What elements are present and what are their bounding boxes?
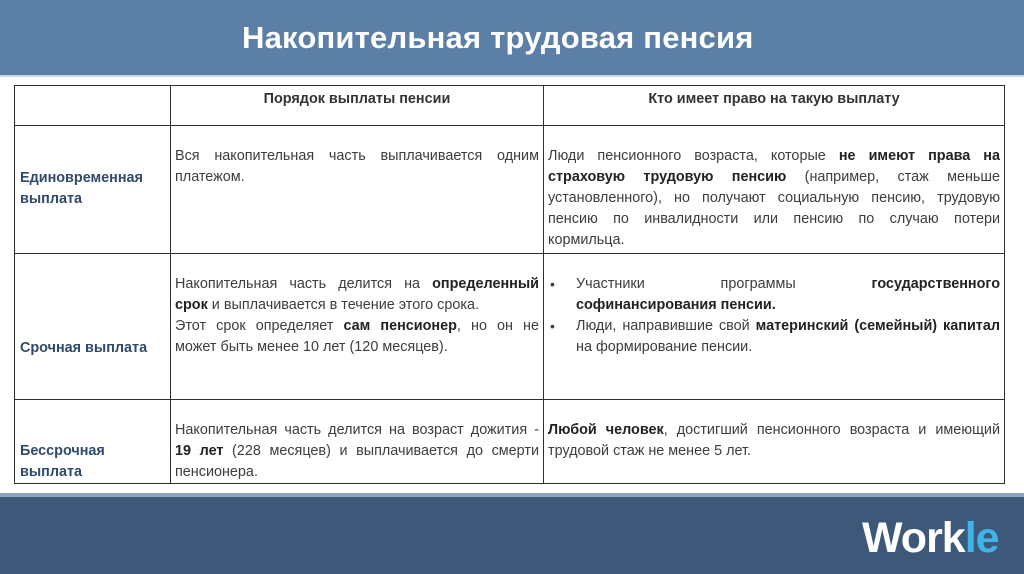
row-label-lump-sum: Единовременная выплата [15, 126, 171, 254]
cell-order-indefinite [171, 400, 544, 484]
cell-emphasis: определенный срок [175, 276, 539, 313]
row-label-indefinite: Бессрочная выплата [15, 400, 171, 484]
list-item [548, 274, 1000, 316]
table-row [15, 254, 1005, 400]
table-row [15, 126, 1005, 254]
cell-text: Этот срок определяет [175, 318, 344, 334]
column-header-rights: Кто имеет право на такую выплату [544, 86, 1005, 126]
cell-text: Накопительная часть делится на [175, 276, 433, 292]
workle-logo [862, 512, 999, 564]
page-title: Накопительная трудовая пенсия [242, 20, 754, 55]
cell-order-lump-sum [171, 126, 544, 254]
table-row [15, 400, 1005, 484]
cell-text: Люди, направившие свой [576, 318, 756, 334]
cell-rights-fixed-term [544, 254, 1005, 400]
cell-text: , но он не может быть менее 10 лет (120 месяцев). [175, 318, 539, 355]
cell-text: Накопительная часть делится на возраст дожития - [175, 422, 539, 438]
cell-text: (например, стаж меньше установленного), но получают социальную пенсию, трудовую пенсию по инвалидности или пенсию по случаю потери кормильца. [548, 169, 1000, 248]
row-label-fixed-term: Срочная выплата [15, 254, 171, 400]
cell-text: Люди пенсионного возраста, которые [548, 148, 839, 164]
cell-text: , достигший пенсионного возраста и имеющий трудовой стаж не менее 5 лет. [548, 422, 1000, 459]
header-divider [0, 75, 1024, 77]
cell-rights-lump-sum [544, 126, 1005, 254]
column-header-empty [15, 86, 171, 126]
logo-text-accent: le [964, 514, 999, 562]
column-header-order: Порядок выплаты пенсии [171, 86, 544, 126]
cell-rights-indefinite [544, 400, 1005, 484]
cell-order-fixed-term [171, 254, 544, 400]
cell-emphasis: 19 лет [175, 443, 224, 459]
cell-emphasis: государственного софинансирования пенсии. [576, 276, 1000, 313]
cell-text: и выплачивается в течение этого срока. [207, 297, 479, 313]
cell-text: на формирование пенсии. [576, 339, 753, 355]
table-header-row [15, 86, 1005, 126]
cell-emphasis: сам пенсионер [343, 318, 457, 334]
cell-emphasis: не имеют права на страховую трудовую пенсию [548, 148, 1000, 185]
list-item [548, 316, 1000, 358]
cell-emphasis: Любой человек [548, 422, 664, 438]
header-banner [0, 0, 1024, 75]
cell-text: Вся накопительная часть выплачивается одним платежом. [175, 148, 539, 185]
pension-table [14, 85, 1005, 484]
cell-emphasis: материнский (семейный) капитал [755, 318, 1000, 334]
cell-text: (228 месяцев) и выплачивается до смерти пенсионера. [175, 443, 539, 480]
cell-text: Участники программы [576, 276, 872, 292]
rights-bullet-list [548, 274, 1000, 358]
logo-text-main: Work [862, 514, 965, 562]
